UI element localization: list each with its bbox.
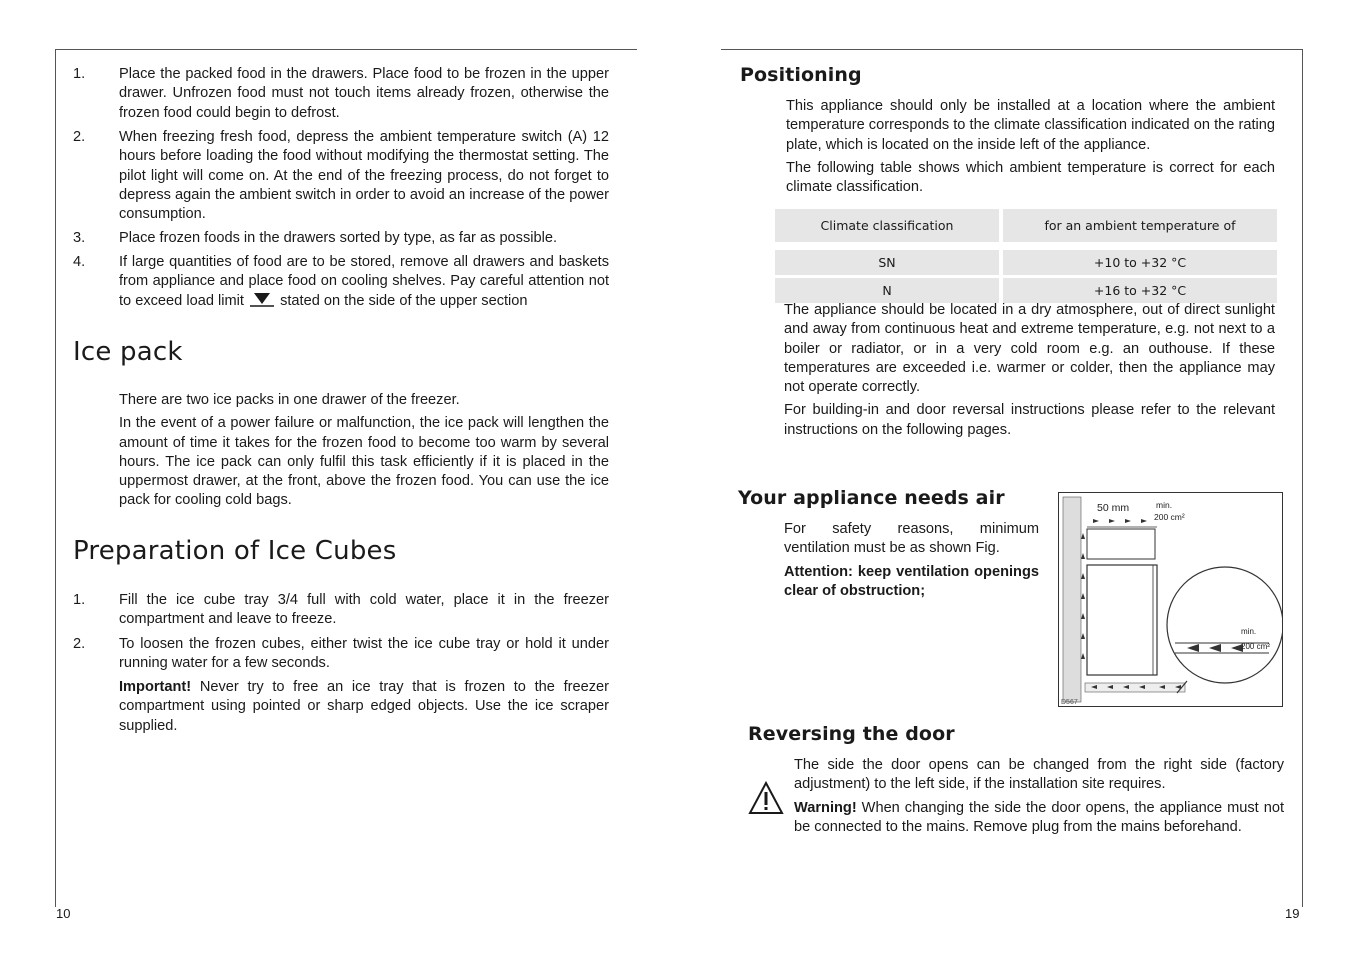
step-number: 2. bbox=[73, 129, 86, 145]
right-page-top-rule bbox=[721, 49, 1303, 50]
ice-pack-paragraph: In the event of a power failure or malfunction, the ice pack will lengthen the amount of time it takes for the frozen food to become too warm by several hours. The ice pack can only fulfil this task efficiently if it is placed in the uppermost drawer, at the front, above the frozen food. You can use the ice pack for cooling cold bags. bbox=[119, 415, 609, 509]
air-attention: Attention: keep ventilation openings clear of obstruction; bbox=[784, 563, 1039, 599]
important-text: Never try to free an ice tray that is frozen to the freezer compartment using pointed or sharp edged objects. Use the ice scraper supplied. bbox=[119, 679, 609, 734]
figure-area-label: 200 cm² bbox=[1154, 512, 1185, 522]
table-header-cell: Climate classification bbox=[775, 209, 999, 242]
step-number: 3. bbox=[73, 230, 86, 246]
list-item bbox=[73, 65, 609, 123]
list-item bbox=[73, 229, 609, 248]
ice-cubes-heading: Preparation of Ice Cubes bbox=[73, 536, 397, 566]
step-text: Place frozen foods in the drawers sorted by type, as far as possible. bbox=[119, 230, 558, 246]
door-heading: Reversing the door bbox=[748, 723, 955, 745]
figure-area-label: 200 cm² bbox=[1241, 642, 1270, 651]
list-item bbox=[73, 635, 609, 674]
positioning-intro bbox=[786, 97, 1275, 197]
positioning-heading: Positioning bbox=[740, 64, 862, 86]
table-cell: N bbox=[775, 278, 999, 303]
left-page-side-rule bbox=[55, 49, 56, 907]
list-item bbox=[73, 591, 609, 630]
figure-code-label: D567 bbox=[1061, 699, 1078, 706]
positioning-paragraph: The following table shows which ambient temperature is correct for each climate classification. bbox=[786, 159, 1275, 196]
air-heading: Your appliance needs air bbox=[738, 487, 1005, 509]
list-item bbox=[73, 128, 609, 224]
step-text bbox=[119, 253, 609, 311]
positioning-body bbox=[784, 301, 1275, 440]
positioning-paragraph: For building-in and door reversal instructions please refer to the relevant instructions on the following pages. bbox=[784, 402, 1275, 438]
table-row bbox=[775, 250, 1277, 275]
step-number: 2. bbox=[73, 636, 86, 652]
ice-pack-paragraph: There are two ice packs in one drawer of the freezer. bbox=[119, 392, 460, 408]
ice-pack-heading: Ice pack bbox=[73, 337, 183, 367]
warning-triangle-icon bbox=[748, 781, 784, 815]
step-number: 1. bbox=[73, 592, 86, 608]
table-cell: SN bbox=[775, 250, 999, 275]
step-text-after: stated on the side of the upper section bbox=[280, 292, 528, 309]
left-page-top-rule bbox=[55, 49, 637, 50]
warning-text: When changing the side the door opens, the appliance must not be connected to the mains. Remove plug from the mains beforehand. bbox=[794, 799, 1284, 835]
air-body bbox=[784, 520, 1039, 601]
list-item bbox=[73, 253, 609, 311]
load-limit-icon bbox=[250, 292, 274, 307]
table-cell: +10 to +32 °C bbox=[1003, 250, 1277, 275]
positioning-paragraph: The appliance should be located in a dry atmosphere, out of direct sunlight and away from continuous heat and extreme temperature, e.g. not next to a boiler or radiator, or in a very cold room e.g. an outhouse. If these temperatures are exceeded i.e. warmer or colder, then the appliance may not operate correctly. bbox=[784, 302, 1275, 396]
step-text: To loosen the frozen cubes, either twist the ice cube tray or hold it under running water for a few seconds. bbox=[119, 636, 609, 672]
ventilation-diagram bbox=[1059, 493, 1282, 706]
step-text-before: If large quantities of food are to be stored, remove all drawers and baskets from appliance and place food on cooling shelves. Pay careful attention not to exceed load limit bbox=[119, 254, 609, 309]
step-text: When freezing fresh food, depress the ambient temperature switch (A) 12 hours before loading the food without modifying the thermostat setting. The pilot light will come on. At the end of the freezing process, do not forget to depress again the ambient switch in order to avoid an increase of the power consumption. bbox=[119, 129, 609, 223]
warning-label: Warning! bbox=[794, 799, 857, 816]
figure-gap-label: 50 mm bbox=[1097, 502, 1130, 514]
step-text: Place the packed food in the drawers. Place food to be frozen in the upper drawer. Unfrozen food must not touch items already frozen, otherwise the frozen food could begin to defrost. bbox=[119, 66, 609, 121]
door-paragraph: The side the door opens can be changed from the right side (factory adjustment) to the left side, if the installation site requires. bbox=[794, 757, 1284, 793]
air-paragraph: For safety reasons, minimum ventilation must be as shown Fig. bbox=[784, 521, 1039, 557]
step-text: Fill the ice cube tray 3/4 full with cold water, place it in the freezer compartment and leave to freeze. bbox=[119, 592, 609, 628]
right-page-side-rule bbox=[1302, 49, 1303, 907]
ventilation-figure bbox=[1058, 492, 1283, 707]
important-label: Important! bbox=[119, 679, 192, 695]
figure-min-label: min. bbox=[1156, 500, 1173, 510]
table-cell: +16 to +32 °C bbox=[1003, 278, 1277, 303]
table-header-cell: for an ambient temperature of bbox=[1003, 209, 1277, 242]
table-row bbox=[775, 278, 1277, 303]
climate-table bbox=[771, 209, 1281, 303]
left-page-number: 10 bbox=[56, 906, 71, 921]
right-page-number: 19 bbox=[1285, 906, 1300, 921]
step-number: 1. bbox=[73, 66, 86, 82]
positioning-paragraph: This appliance should only be installed at a location where the ambient temperature corresponds to the climate classification indicated on the rating plate, which is located on the inside left of the appliance. bbox=[786, 98, 1275, 153]
figure-min-label: min. bbox=[1241, 627, 1257, 636]
ice-pack-body bbox=[119, 391, 609, 511]
step-number: 4. bbox=[73, 254, 86, 270]
door-body bbox=[794, 756, 1284, 837]
important-note bbox=[119, 678, 609, 736]
